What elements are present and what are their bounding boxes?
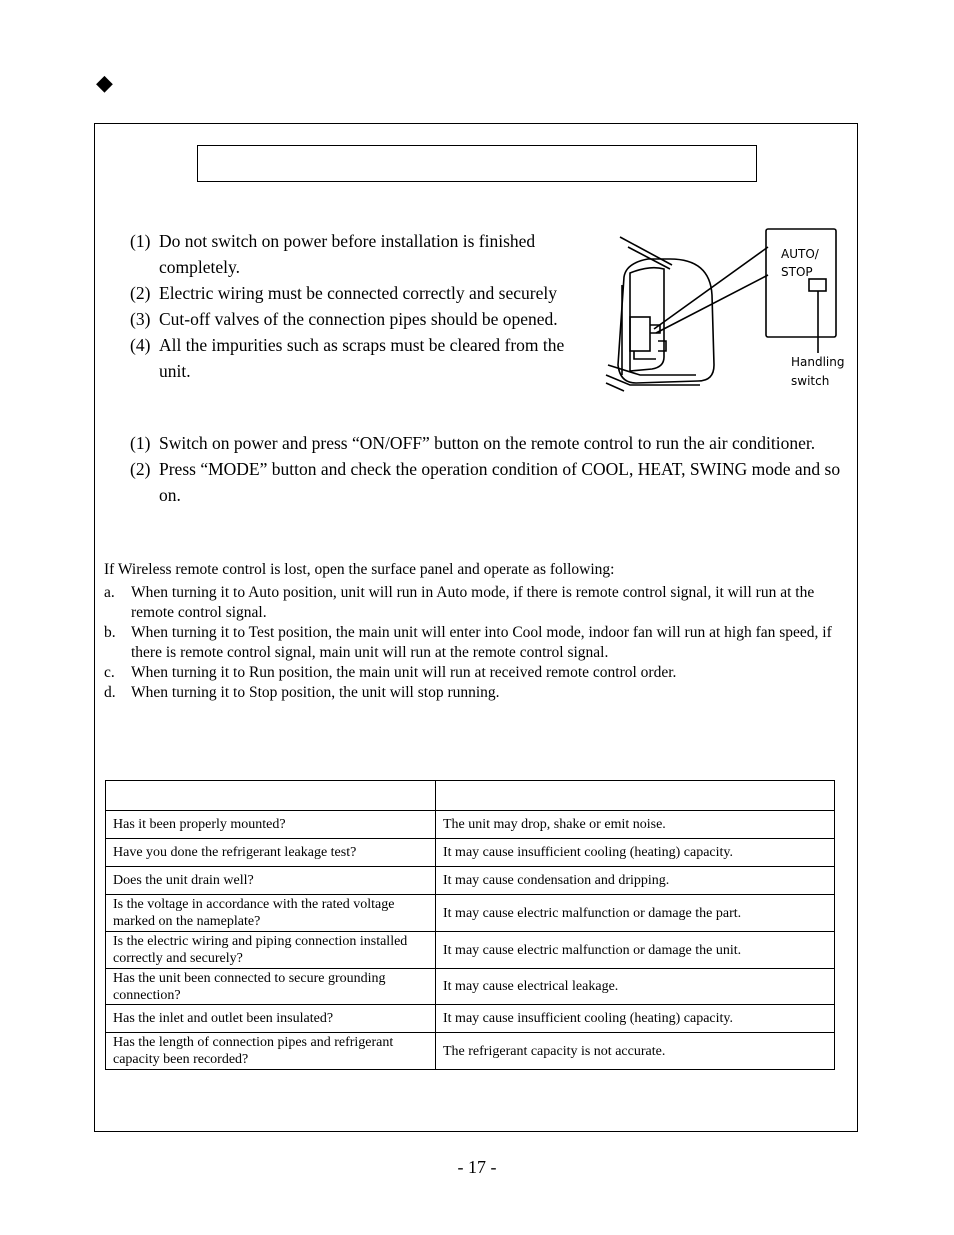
table-row	[106, 1005, 835, 1033]
item-letter: b.	[104, 624, 116, 641]
possible-result: It may cause condensation and dripping.	[436, 867, 835, 895]
item-text: When turning it to Stop position, the unit will stop running.	[131, 684, 500, 701]
list-item	[104, 663, 850, 683]
pre-run-checklist	[130, 228, 600, 384]
list-item	[104, 623, 850, 663]
table-row	[106, 969, 835, 1005]
auto-stop-label-line2: STOP	[781, 265, 813, 279]
table-row	[106, 867, 835, 895]
table-row	[106, 932, 835, 969]
check-item: Has the inlet and outlet been insulated?	[106, 1005, 436, 1033]
table-row	[106, 895, 835, 932]
page-number: - 17 -	[457, 1157, 497, 1177]
list-item	[130, 306, 600, 332]
check-item: Does the unit drain well?	[106, 867, 436, 895]
check-item: Is the electric wiring and piping connection installed correctly and securely?	[106, 932, 436, 969]
check-item: Has the length of connection pipes and refrigerant capacity been recorded?	[106, 1033, 436, 1070]
list-item	[130, 228, 600, 280]
check-item: Has it been properly mounted?	[106, 811, 436, 839]
list-item	[130, 430, 842, 456]
table-header-row	[106, 781, 835, 811]
item-number: (4)	[130, 335, 151, 355]
item-letter: c.	[104, 664, 115, 681]
item-text: Electric wiring must be connected correctly and securely	[159, 283, 557, 303]
item-number: (1)	[130, 231, 151, 251]
possible-result: It may cause insufficient cooling (heating) capacity.	[436, 1005, 835, 1033]
list-item	[104, 683, 850, 703]
item-text: Do not switch on power before installation is finished completely.	[159, 231, 536, 277]
item-text: When turning it to Auto position, unit will run in Auto mode, if there is remote control signal, it will run at the remote control signal.	[131, 584, 815, 621]
possible-result: It may cause electrical leakage.	[436, 969, 835, 1005]
test-run-steps	[130, 430, 842, 508]
diamond-icon: ◆	[96, 70, 113, 95]
item-text: Switch on power and press “ON/OFF” button on the remote control to run the air conditioner.	[159, 433, 816, 453]
table-row	[106, 839, 835, 867]
item-number: (2)	[130, 283, 151, 303]
list-item	[130, 280, 600, 306]
table-header-cell	[106, 781, 436, 811]
list-item	[104, 583, 850, 623]
item-number: (3)	[130, 309, 151, 329]
item-number: (1)	[130, 433, 151, 453]
list-item	[130, 332, 600, 384]
indoor-unit-illustration	[600, 225, 852, 395]
table-header-cell	[436, 781, 835, 811]
list-item	[130, 456, 842, 508]
item-text: Press “MODE” button and check the operation condition of COOL, HEAT, SWING mode and so on.	[159, 459, 841, 505]
emergency-operation-intro: If Wireless remote control is lost, open the surface panel and operate as following:	[104, 561, 615, 578]
possible-result: It may cause electric malfunction or damage the unit.	[436, 932, 835, 969]
handling-switch-label-line2: switch	[791, 374, 830, 388]
possible-result: The unit may drop, shake or emit noise.	[436, 811, 835, 839]
check-item: Has the unit been connected to secure grounding connection?	[106, 969, 436, 1005]
item-text: When turning it to Run position, the main unit will run at received remote control order.	[131, 664, 677, 681]
possible-result: It may cause insufficient cooling (heating) capacity.	[436, 839, 835, 867]
possible-result: It may cause electric malfunction or damage the part.	[436, 895, 835, 932]
possible-result: The refrigerant capacity is not accurate.	[436, 1033, 835, 1070]
item-letter: d.	[104, 684, 116, 701]
item-letter: a.	[104, 584, 115, 601]
installation-check-table	[105, 780, 835, 1070]
check-item: Is the voltage in accordance with the rated voltage marked on the nameplate?	[106, 895, 436, 932]
item-number: (2)	[130, 459, 151, 479]
auto-stop-label-line1: AUTO/	[781, 247, 819, 261]
handling-switch-label-line1: Handling	[791, 355, 845, 369]
table-row	[106, 1033, 835, 1070]
section-title-box	[197, 145, 757, 182]
table-row	[106, 811, 835, 839]
emergency-operation-list	[104, 583, 850, 703]
check-item: Have you done the refrigerant leakage test?	[106, 839, 436, 867]
item-text: When turning it to Test position, the main unit will enter into Cool mode, indoor fan will run at high fan speed, if there is remote control signal, main unit will run at the remote control signal.	[131, 624, 832, 661]
item-text: Cut-off valves of the connection pipes should be opened.	[159, 309, 558, 329]
item-text: All the impurities such as scraps must be cleared from the unit.	[159, 335, 565, 381]
